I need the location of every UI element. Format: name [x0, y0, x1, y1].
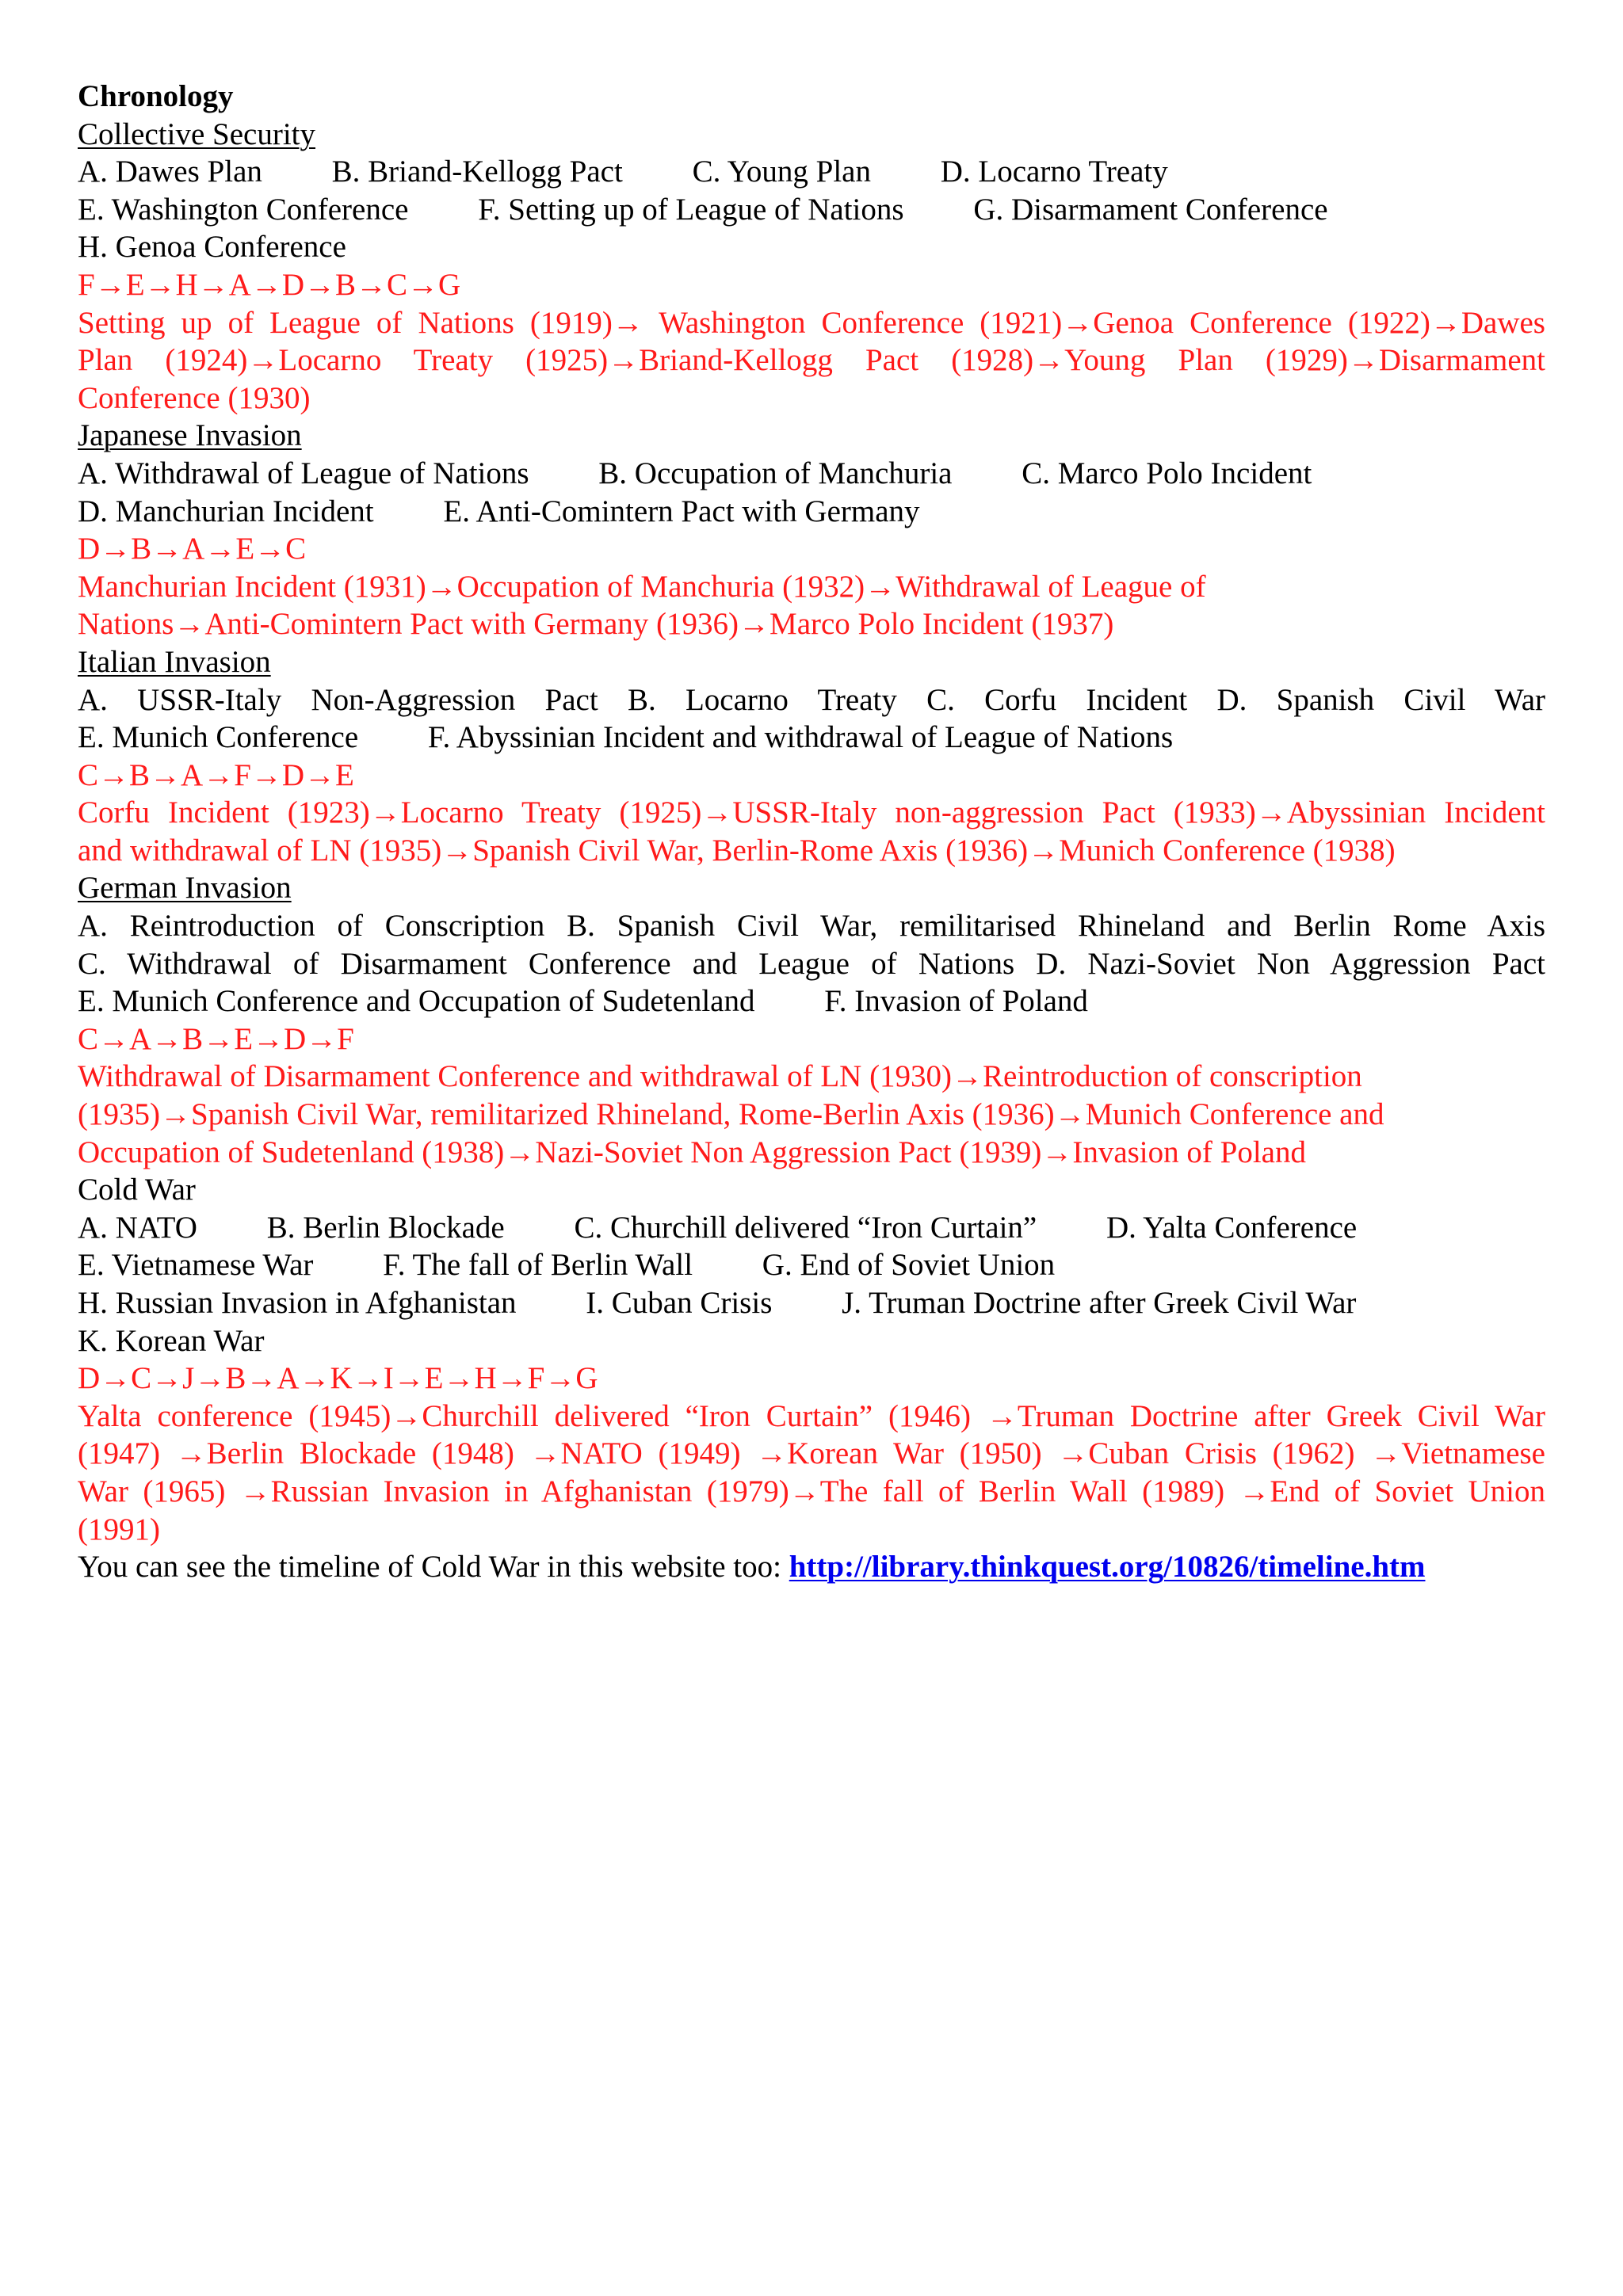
answer-line: (1947) →Berlin Blockade (1948) →NATO (1949) →Korean War (1950) →Cuban Crisis (1962) →Vietnamese — [78, 1436, 1545, 1471]
website-note-line — [78, 1548, 1545, 1586]
section-heading-cold-war: Cold War — [78, 1173, 196, 1207]
options-line: E. Munich Conference and Occupation of Sudetenland F. Invasion of Poland — [78, 984, 1088, 1019]
options-line: A. Withdrawal of League of Nations B. Occupation of Manchuria C. Marco Polo Incident — [78, 456, 1312, 490]
answer-line: Plan (1924)→Locarno Treaty (1925)→Briand-Kellogg Pact (1928)→Young Plan (1929)→Disarmament — [78, 343, 1545, 378]
answer-line: Yalta conference (1945)→Churchill delivered “Iron Curtain” (1946) →Truman Doctrine after Greek Civil War — [78, 1398, 1545, 1433]
answer-line: Conference (1930) — [78, 380, 311, 415]
options-line: A. Dawes Plan B. Briand-Kellogg Pact C. Young Plan D. Locarno Treaty — [78, 154, 1168, 189]
answer-line: Corfu Incident (1923)→Locarno Treaty (1925)→USSR-Italy non-aggression Pact (1933)→Abyssinian Incident — [78, 795, 1545, 830]
options-line: A. Reintroduction of Conscription B. Spanish Civil War, remilitarised Rhineland and Berlin Rome Axis — [78, 909, 1545, 944]
answer-line: Manchurian Incident (1931)→Occupation of Manchuria (1932)→Withdrawal of League of — [78, 569, 1206, 604]
document — [78, 78, 1545, 1586]
section-heading-japanese-invasion: Japanese Invasion — [78, 418, 302, 453]
options-line: A. USSR-Italy Non-Aggression Pact B. Locarno Treaty C. Corfu Incident D. Spanish Civil War — [78, 682, 1545, 717]
page-title: Chronology — [78, 79, 234, 113]
answer-order: D→B→A→E→C — [78, 532, 307, 566]
answer-line: Setting up of League of Nations (1919)→ Washington Conference (1921)→Genoa Conference (1922)→Dawes — [78, 305, 1545, 340]
options-line: A. NATO B. Berlin Blockade C. Churchill delivered “Iron Curtain” D. Yalta Conference — [78, 1210, 1358, 1245]
answer-order: D→C→J→B→A→K→I→E→H→F→G — [78, 1361, 598, 1396]
options-line: H. Genoa Conference — [78, 230, 346, 265]
answer-order: C→B→A→F→D→E — [78, 757, 354, 792]
answer-line: War (1965) →Russian Invasion in Afghanistan (1979)→The fall of Berlin Wall (1989) →End of Soviet Union — [78, 1474, 1545, 1508]
options-line: E. Munich Conference F. Abyssinian Incident and withdrawal of League of Nations — [78, 720, 1174, 755]
options-line: H. Russian Invasion in Afghanistan I. Cuban Crisis J. Truman Doctrine after Greek Civil War — [78, 1286, 1357, 1320]
answer-order: F→E→H→A→D→B→C→G — [78, 267, 461, 302]
answer-line: Nations→Anti-Comintern Pact with Germany (1936)→Marco Polo Incident (1937) — [78, 607, 1114, 642]
options-line: C. Withdrawal of Disarmament Conference and League of Nations D. Nazi-Soviet Non Aggression Pact — [78, 946, 1545, 981]
options-line: K. Korean War — [78, 1323, 265, 1358]
answer-line: Occupation of Sudetenland (1938)→Nazi-Soviet Non Aggression Pact (1939)→Invasion of Poland — [78, 1135, 1306, 1169]
answer-line: (1935)→Spanish Civil War, remilitarized Rhineland, Rome-Berlin Axis (1936)→Munich Conference and — [78, 1097, 1384, 1132]
options-line: E. Vietnamese War F. The fall of Berlin Wall G. End of Soviet Union — [78, 1248, 1056, 1283]
section-heading-italian-invasion: Italian Invasion — [78, 644, 271, 679]
section-heading-german-invasion: German Invasion — [78, 871, 292, 906]
options-line: D. Manchurian Incident E. Anti-Comintern Pact with Germany — [78, 494, 920, 528]
section-heading-collective-security: Collective Security — [78, 116, 316, 151]
answer-line: Withdrawal of Disarmament Conference and withdrawal of LN (1930)→Reintroduction of conscription — [78, 1059, 1362, 1094]
options-line: E. Washington Conference F. Setting up of League of Nations G. Disarmament Conference — [78, 192, 1328, 227]
answer-line: (1991) — [78, 1512, 160, 1547]
timeline-link[interactable]: http://library.thinkquest.org/10826/timeline.htm — [789, 1550, 1426, 1585]
answer-order: C→A→B→E→D→F — [78, 1021, 354, 1056]
website-note: You can see the timeline of Cold War in this website too: — [78, 1550, 789, 1585]
answer-line: and withdrawal of LN (1935)→Spanish Civil War, Berlin-Rome Axis (1936)→Munich Conference (1938) — [78, 833, 1396, 868]
